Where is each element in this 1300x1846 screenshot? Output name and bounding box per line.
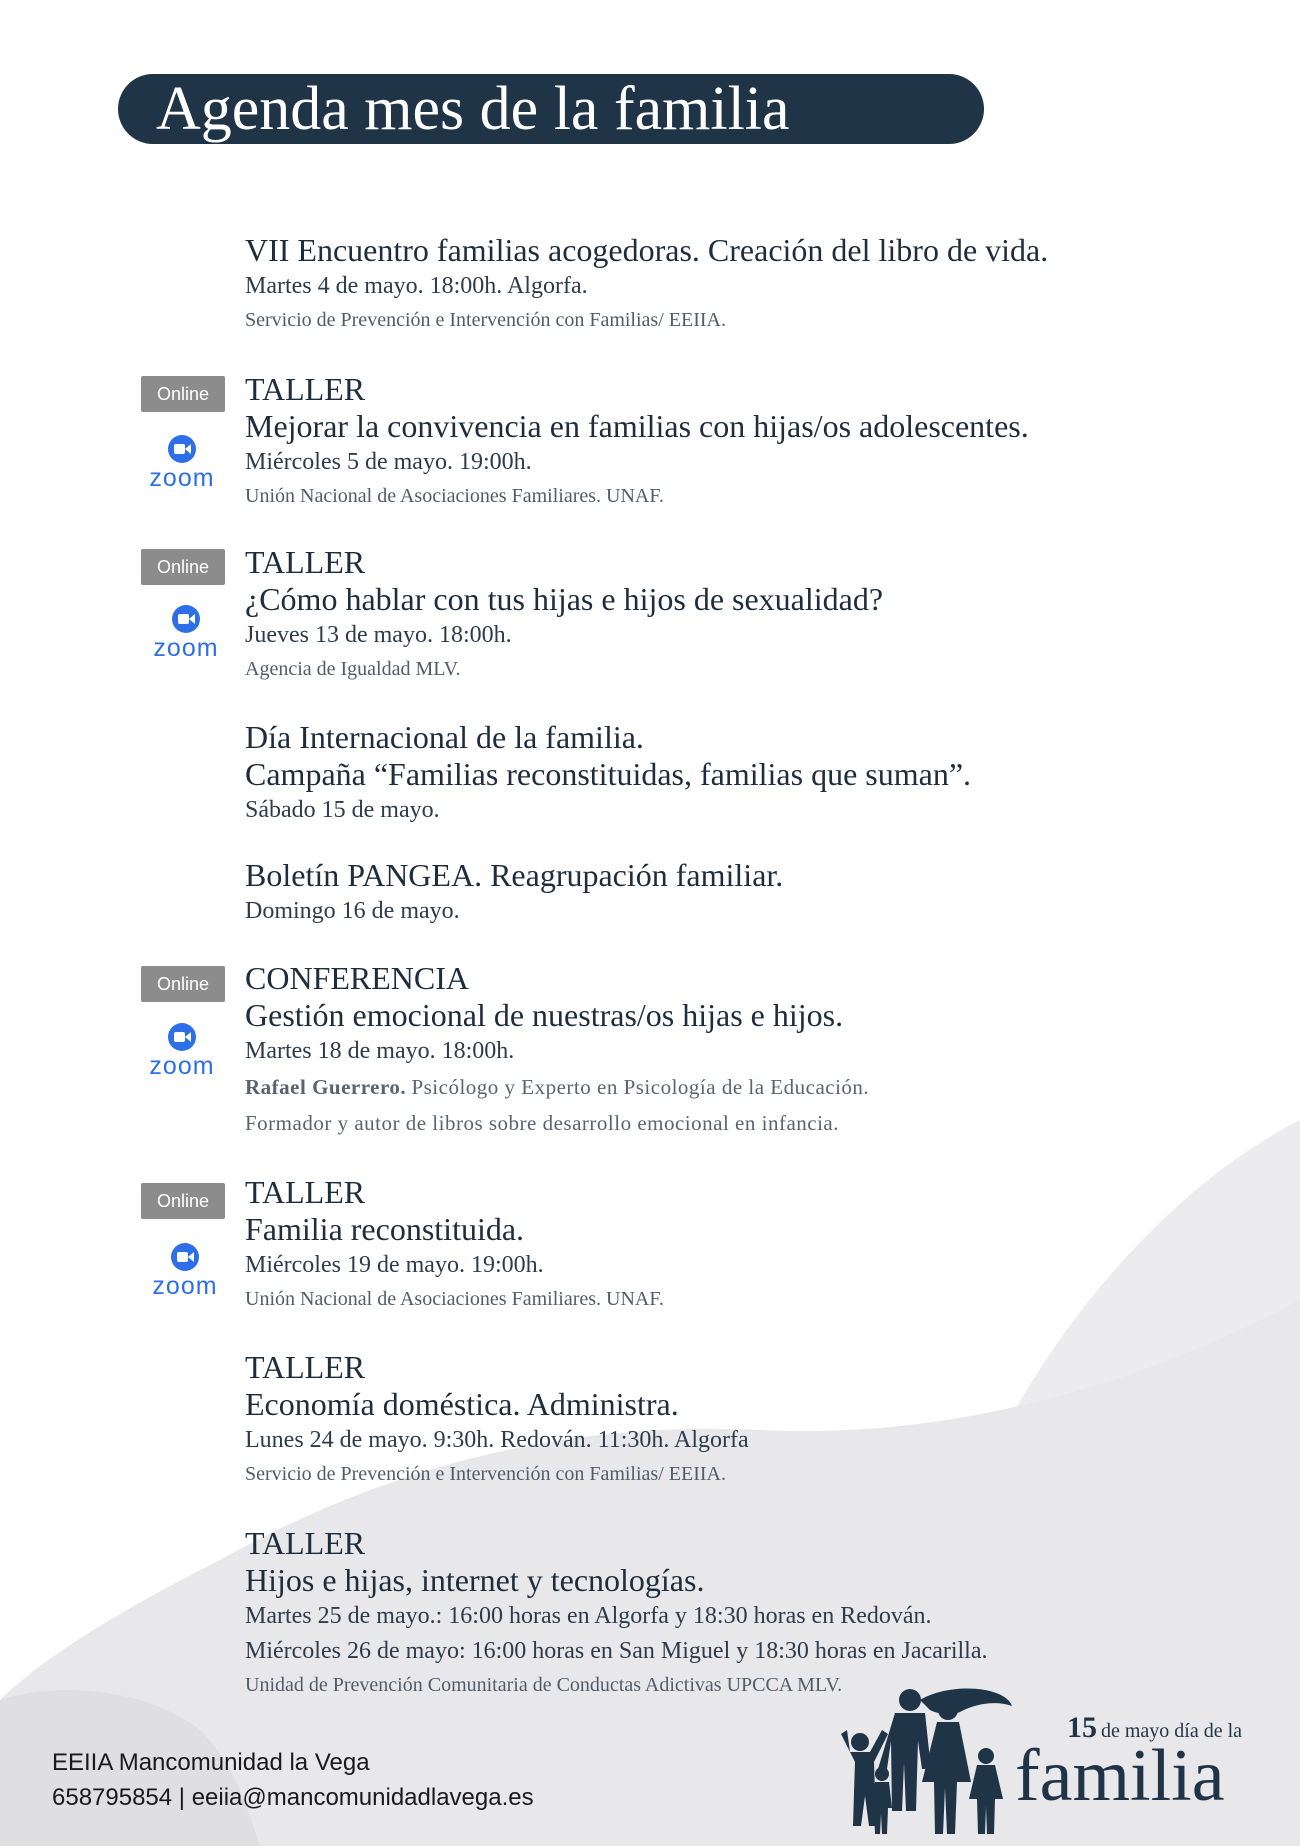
event-organizer: Unión Nacional de Asociaciones Familiares. UNAF.	[245, 1288, 664, 1310]
event-item	[245, 371, 1245, 513]
event-date: Martes 25 de mayo.: 16:00 horas en Algorfa y 18:30 horas en Redován.	[245, 1603, 932, 1629]
event-organizer: Unión Nacional de Asociaciones Familiares. UNAF.	[245, 485, 664, 507]
event-date: Martes 4 de mayo. 18:00h. Algorfa.	[245, 273, 588, 299]
event-organizer: Agencia de Igualdad MLV.	[245, 658, 461, 680]
zoom-logo: zoom	[131, 605, 241, 663]
event-date: Martes 18 de mayo. 18:00h.	[245, 1038, 515, 1064]
event-date: Miércoles 5 de mayo. 19:00h.	[245, 449, 532, 475]
event-organizer: Servicio de Prevención e Intervención con Familias/ EEIIA.	[245, 1463, 726, 1485]
speaker-role: Psicólogo y Experto en Psicología de la Educación.	[411, 1075, 870, 1099]
event-title: ¿Cómo hablar con tus hijas e hijos de sexualidad?	[245, 581, 884, 617]
event-title: Hijos e hijas, internet y tecnologías.	[245, 1562, 705, 1598]
event-title: Día Internacional de la familia.	[245, 719, 644, 755]
event-date: Miércoles 19 de mayo. 19:00h.	[245, 1252, 544, 1278]
zoom-logo: zoom	[127, 1023, 237, 1081]
event-item	[245, 1525, 1245, 1702]
footer-org-name: EEIIA Mancomunidad la Vega	[52, 1749, 370, 1776]
event-date: Sábado 15 de mayo.	[245, 797, 440, 823]
event-title: Gestión emocional de nuestras/os hijas e hijos.	[245, 997, 844, 1033]
event-type: CONFERENCIA	[245, 960, 470, 996]
event-item	[245, 960, 1245, 1141]
event-item	[245, 544, 1245, 686]
event-type: TALLER	[245, 544, 366, 580]
event-type: TALLER	[245, 371, 366, 407]
zoom-logo: zoom	[130, 1243, 240, 1301]
event-date: Lunes 24 de mayo. 9:30h. Redován. 11:30h. Algorfa	[245, 1427, 749, 1453]
speaker-bio: Formador y autor de libros sobre desarrollo emocional en infancia.	[245, 1111, 839, 1135]
zoom-logo: zoom	[127, 435, 237, 493]
event-title: Familia reconstituida.	[245, 1211, 525, 1247]
event-organizer: Servicio de Prevención e Intervención con Familias/ EEIIA.	[245, 309, 726, 331]
event-item	[245, 857, 1245, 929]
footer-contact-line: 658795854 | eeiia@mancomunidadlavega.es	[52, 1784, 534, 1811]
event-item	[245, 1174, 1245, 1316]
online-badge: Online	[141, 376, 225, 412]
online-badge: Online	[141, 1183, 225, 1219]
event-title: Economía doméstica. Administra.	[245, 1386, 679, 1422]
event-date: Domingo 16 de mayo.	[245, 898, 460, 924]
logo-date-number: 15	[1067, 1711, 1097, 1744]
event-type: TALLER	[245, 1174, 366, 1210]
event-date: Jueves 13 de mayo. 18:00h.	[245, 622, 512, 648]
event-speaker	[245, 1069, 1245, 1105]
logo-word: familia	[1015, 1735, 1225, 1817]
event-type: TALLER	[245, 1525, 366, 1561]
event-title: Mejorar la convivencia en familias con hijas/os adolescentes.	[245, 408, 1029, 444]
event-item	[245, 719, 1245, 828]
family-silhouette-icon	[800, 1680, 1020, 1840]
event-title: VII Encuentro familias acogedoras. Creación del libro de vida.	[245, 232, 1049, 268]
online-badge: Online	[141, 549, 225, 585]
online-badge: Online	[141, 966, 225, 1002]
event-date-secondary: Miércoles 26 de mayo: 16:00 horas en San Miguel y 18:30 horas en Jacarilla.	[245, 1638, 988, 1664]
footer-contact	[52, 1745, 534, 1815]
speaker-name: Rafael Guerrero.	[245, 1075, 407, 1099]
event-subtitle: Campaña “Familias reconstituidas, familias que suman”.	[245, 756, 972, 792]
page-title: Agenda mes de la familia	[156, 75, 790, 143]
event-item	[245, 232, 1245, 337]
event-organizer: Unidad de Prevención Comunitaria de Conductas Adictivas UPCCA MLV.	[245, 1674, 843, 1696]
event-type: TALLER	[245, 1349, 366, 1385]
logo-date-text: de mayo día de la	[1101, 1720, 1243, 1742]
event-item	[245, 1349, 1245, 1491]
event-title: Boletín PANGEA. Reagrupación familiar.	[245, 857, 784, 893]
